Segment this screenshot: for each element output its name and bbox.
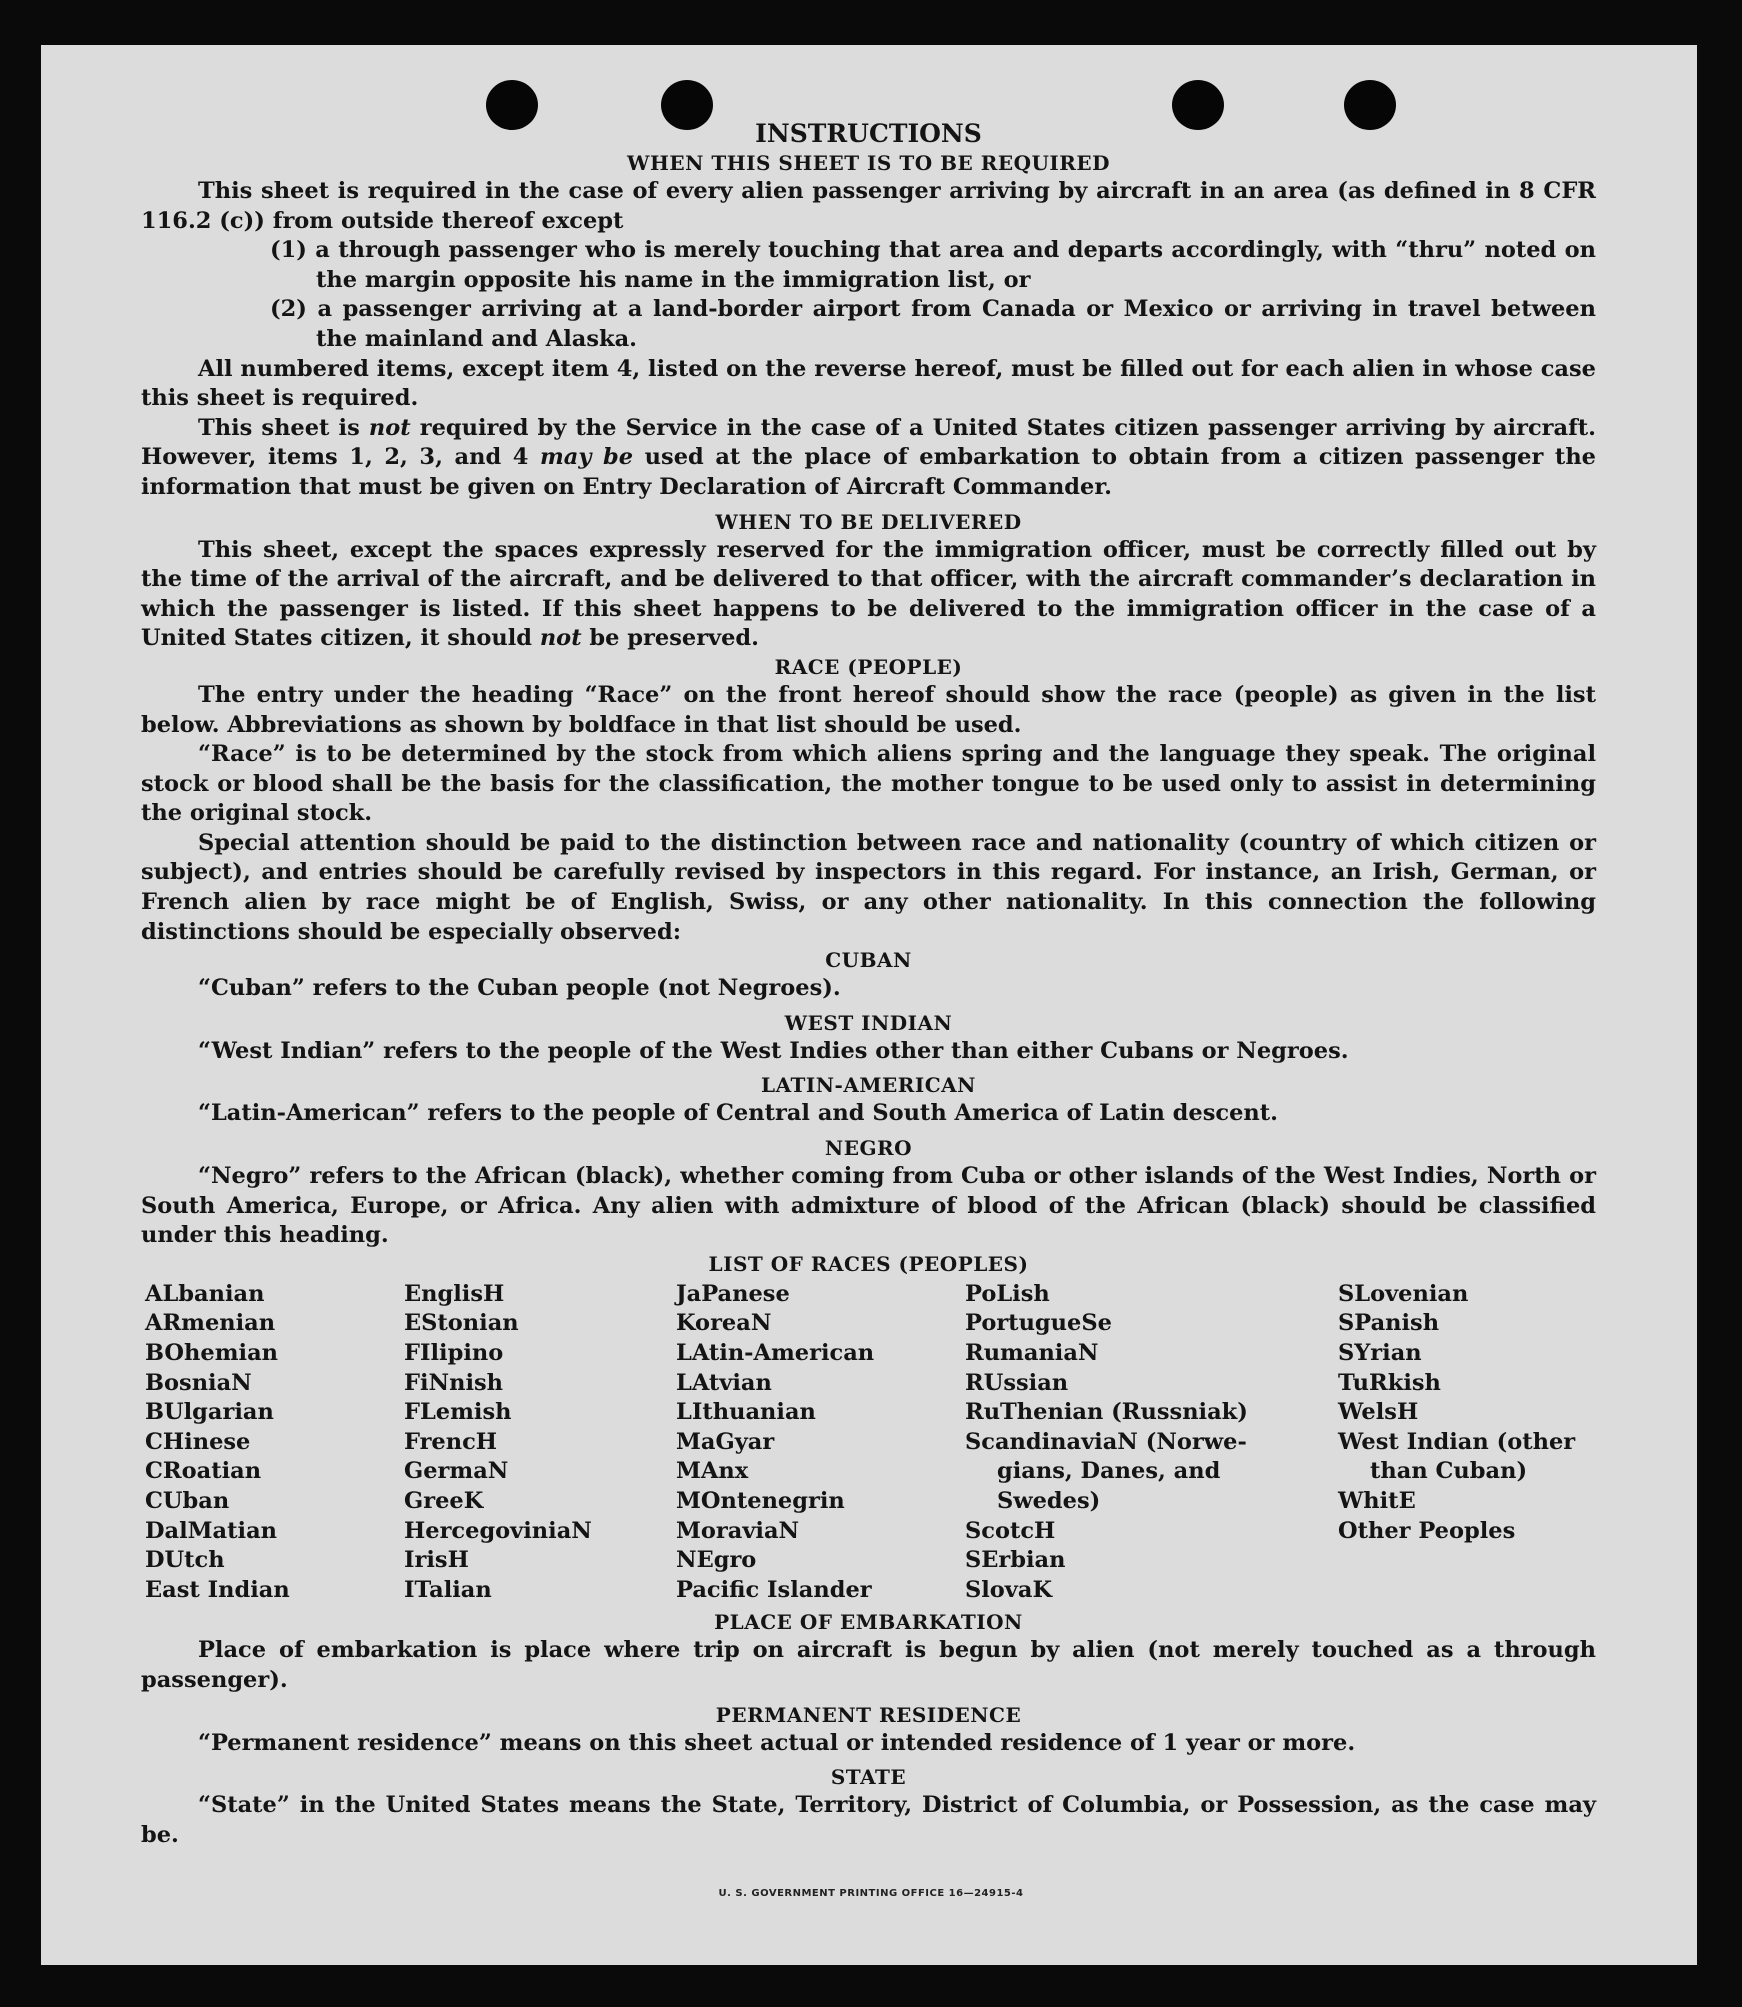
text: may be: [540, 444, 634, 471]
race-item: CRoatian: [145, 1458, 262, 1485]
section-heading: WHEN THIS SHEET IS TO BE REQUIRED: [627, 151, 1110, 175]
race-item: East Indian: [145, 1576, 290, 1603]
race-item: West Indian (other: [1338, 1428, 1576, 1455]
race-item: SErbian: [965, 1547, 1066, 1574]
race-item: GreeK: [404, 1487, 484, 1514]
race-item: DalMatian: [145, 1517, 278, 1544]
instructions-body: [141, 118, 1596, 1850]
paragraph: This sheet is required in the case of every alien passenger arriving by aircraft in an area (as defined in 8 CFR 116.2 (c)) from outside thereof except: [141, 178, 1596, 234]
paragraph: All numbered items, except item 4, listed on the reverse hereof, must be filled out for each alien in whose case this sheet is required.: [141, 355, 1596, 412]
race-column: [1338, 1280, 1600, 1606]
list-item: (2) a passenger arriving at a land-border airport from Canada or Mexico or arriving in travel between the mainland and Alaska.: [270, 296, 1596, 352]
race-item: ALbanian: [145, 1280, 265, 1307]
race-item: EStonian: [404, 1310, 519, 1337]
printer-imprint: U. S. GOVERNMENT PRINTING OFFICE 16—24915-4: [718, 1888, 1024, 1899]
text: not: [368, 414, 411, 441]
race-item: LAtvian: [676, 1369, 772, 1396]
list-item: (1) a through passenger who is merely touching that area and departs accordingly, with “thru” noted on the margin opposite his name in the immigration list, or: [270, 237, 1596, 293]
race-item: FiNnish: [404, 1369, 504, 1396]
text: required by the Service in the case of a United States citizen passenger arriving by aircraft. However, items 1, 2, 3, and 4: [141, 414, 1596, 471]
race-item: MoraviaN: [676, 1517, 800, 1544]
race-item: EnglisH: [404, 1280, 505, 1307]
race-item: LIthuanian: [676, 1399, 816, 1426]
race-item: WhitE: [1338, 1487, 1416, 1514]
race-item: gians, Danes, and: [997, 1458, 1221, 1485]
page-title: INSTRUCTIONS: [755, 119, 982, 148]
section-heading: LATIN-AMERICAN: [761, 1073, 976, 1098]
text: This sheet, except the spaces expressly reserved for the immigration officer, must be correctly filled out by the time of the arrival of the aircraft, and be delivered to that officer, with the aircraft commander’s declaration in which the passenger is listed. If this sheet happens to be delivered to the immigration officer in the case of a United States citizen, it should: [141, 536, 1596, 652]
section-heading: STATE: [830, 1765, 907, 1790]
section-heading: RACE (PEOPLE): [774, 654, 963, 679]
race-item: KoreaN: [676, 1310, 772, 1337]
race-item: RuThenian (Russniak): [965, 1399, 1248, 1426]
race-item: JaPanese: [676, 1280, 790, 1307]
race-item: CHinese: [145, 1428, 251, 1455]
race-item: WelsH: [1338, 1399, 1419, 1426]
race-item: than Cuban): [1370, 1458, 1528, 1485]
section-heading: WEST INDIAN: [784, 1010, 953, 1035]
race-item: Swedes): [997, 1487, 1101, 1514]
section-heading: PLACE OF EMBARKATION: [714, 1610, 1023, 1635]
race-item: ARmenian: [145, 1310, 276, 1337]
race-column: [676, 1280, 965, 1606]
race-item: MAnx: [676, 1458, 749, 1485]
race-item: BUlgarian: [145, 1399, 274, 1426]
paragraph: The entry under the heading “Race” on the front hereof should show the race (people) as given in the list below. Abbreviations as shown by boldface in that list should be used.: [141, 681, 1596, 738]
race-item: RumaniaN: [965, 1340, 1099, 1366]
section-heading: WHEN TO BE DELIVERED: [715, 509, 1022, 534]
race-item: ScandinaviaN (Norwe-: [965, 1428, 1247, 1455]
race-item: BosniaN: [145, 1369, 252, 1396]
race-item: TuRkish: [1338, 1369, 1441, 1396]
race-item: BOhemian: [145, 1340, 279, 1366]
race-item: DUtch: [145, 1547, 225, 1574]
paragraph: “State” in the United States means the State, Territory, District of Columbia, or Possession, as the case may be.: [141, 1792, 1596, 1848]
paragraph: “Latin-American” refers to the people of Central and South America of Latin descent.: [198, 1100, 1278, 1127]
race-item: GermaN: [404, 1458, 509, 1485]
race-item: SLovenian: [1338, 1280, 1469, 1307]
race-item: MOntenegrin: [676, 1487, 845, 1514]
paragraph: Special attention should be paid to the distinction between race and nationality (country of which citizen or subject), and entries should be carefully revised by inspectors in this regard. For instance, an Irish, German, or French alien by race might be of English, Swiss, or any other nationality. In this connection the following distinctions should be especially observed:: [141, 829, 1596, 945]
text: This sheet is: [198, 414, 369, 441]
race-item: RUssian: [965, 1369, 1069, 1396]
race-list: [145, 1280, 1596, 1606]
race-item: CUban: [145, 1487, 230, 1514]
race-item: FIlipino: [404, 1340, 504, 1366]
paragraph: “Race” is to be determined by the stock from which aliens spring and the language they speak. The original stock or blood shall be the basis for the classification, the mother tongue to be used only to assist in determining the original stock.: [141, 741, 1596, 827]
text: be preserved.: [581, 625, 760, 652]
race-item: IrisH: [404, 1547, 469, 1574]
race-item: SYrian: [1338, 1340, 1422, 1366]
paragraph: “Permanent residence” means on this sheet actual or intended residence of 1 year or more.: [198, 1729, 1356, 1756]
race-item: Pacific Islander: [676, 1576, 872, 1603]
race-item: HercegoviniaN: [404, 1517, 592, 1544]
section-heading: CUBAN: [825, 948, 912, 973]
race-item: PoLish: [965, 1280, 1050, 1307]
race-item: FLemish: [404, 1399, 512, 1426]
race-item: FrencH: [404, 1428, 498, 1455]
race-item: MaGyar: [676, 1428, 775, 1455]
text: used at the place of embarkation to obtain from a citizen passenger the information that must be given on Entry Declaration of Aircraft Commander.: [141, 444, 1596, 500]
race-item: NEgro: [676, 1547, 757, 1574]
race-item: ITalian: [404, 1576, 492, 1603]
text: not: [539, 625, 582, 652]
race-item: SPanish: [1338, 1310, 1440, 1337]
paragraph: “Negro” refers to the African (black), whether coming from Cuba or other islands of the West Indies, North or South America, Europe, or Africa. Any alien with admixture of blood of the African (black) should be classified under this heading.: [141, 1163, 1596, 1249]
race-item: Other Peoples: [1338, 1517, 1516, 1544]
race-item: PortugueSe: [965, 1310, 1112, 1337]
section-heading: NEGRO: [824, 1136, 913, 1161]
paragraph: [141, 414, 1596, 503]
race-column: [404, 1280, 676, 1606]
paragraph: [141, 536, 1596, 654]
race-item: ScotcH: [965, 1517, 1056, 1544]
race-item: SlovaK: [965, 1576, 1053, 1603]
paragraph: Place of embarkation is place where trip on aircraft is begun by alien (not merely touched as a through passenger).: [141, 1637, 1596, 1693]
paragraph: “Cuban” refers to the Cuban people (not Negroes).: [198, 975, 841, 1002]
section-heading: PERMANENT RESIDENCE: [715, 1702, 1022, 1727]
race-column: [145, 1280, 404, 1606]
paragraph: “West Indian” refers to the people of the West Indies other than either Cubans or Negroes.: [198, 1037, 1349, 1064]
section-heading: LIST OF RACES (PEOPLES): [708, 1251, 1029, 1276]
race-item: LAtin-American: [676, 1340, 875, 1366]
race-column: [965, 1280, 1338, 1606]
